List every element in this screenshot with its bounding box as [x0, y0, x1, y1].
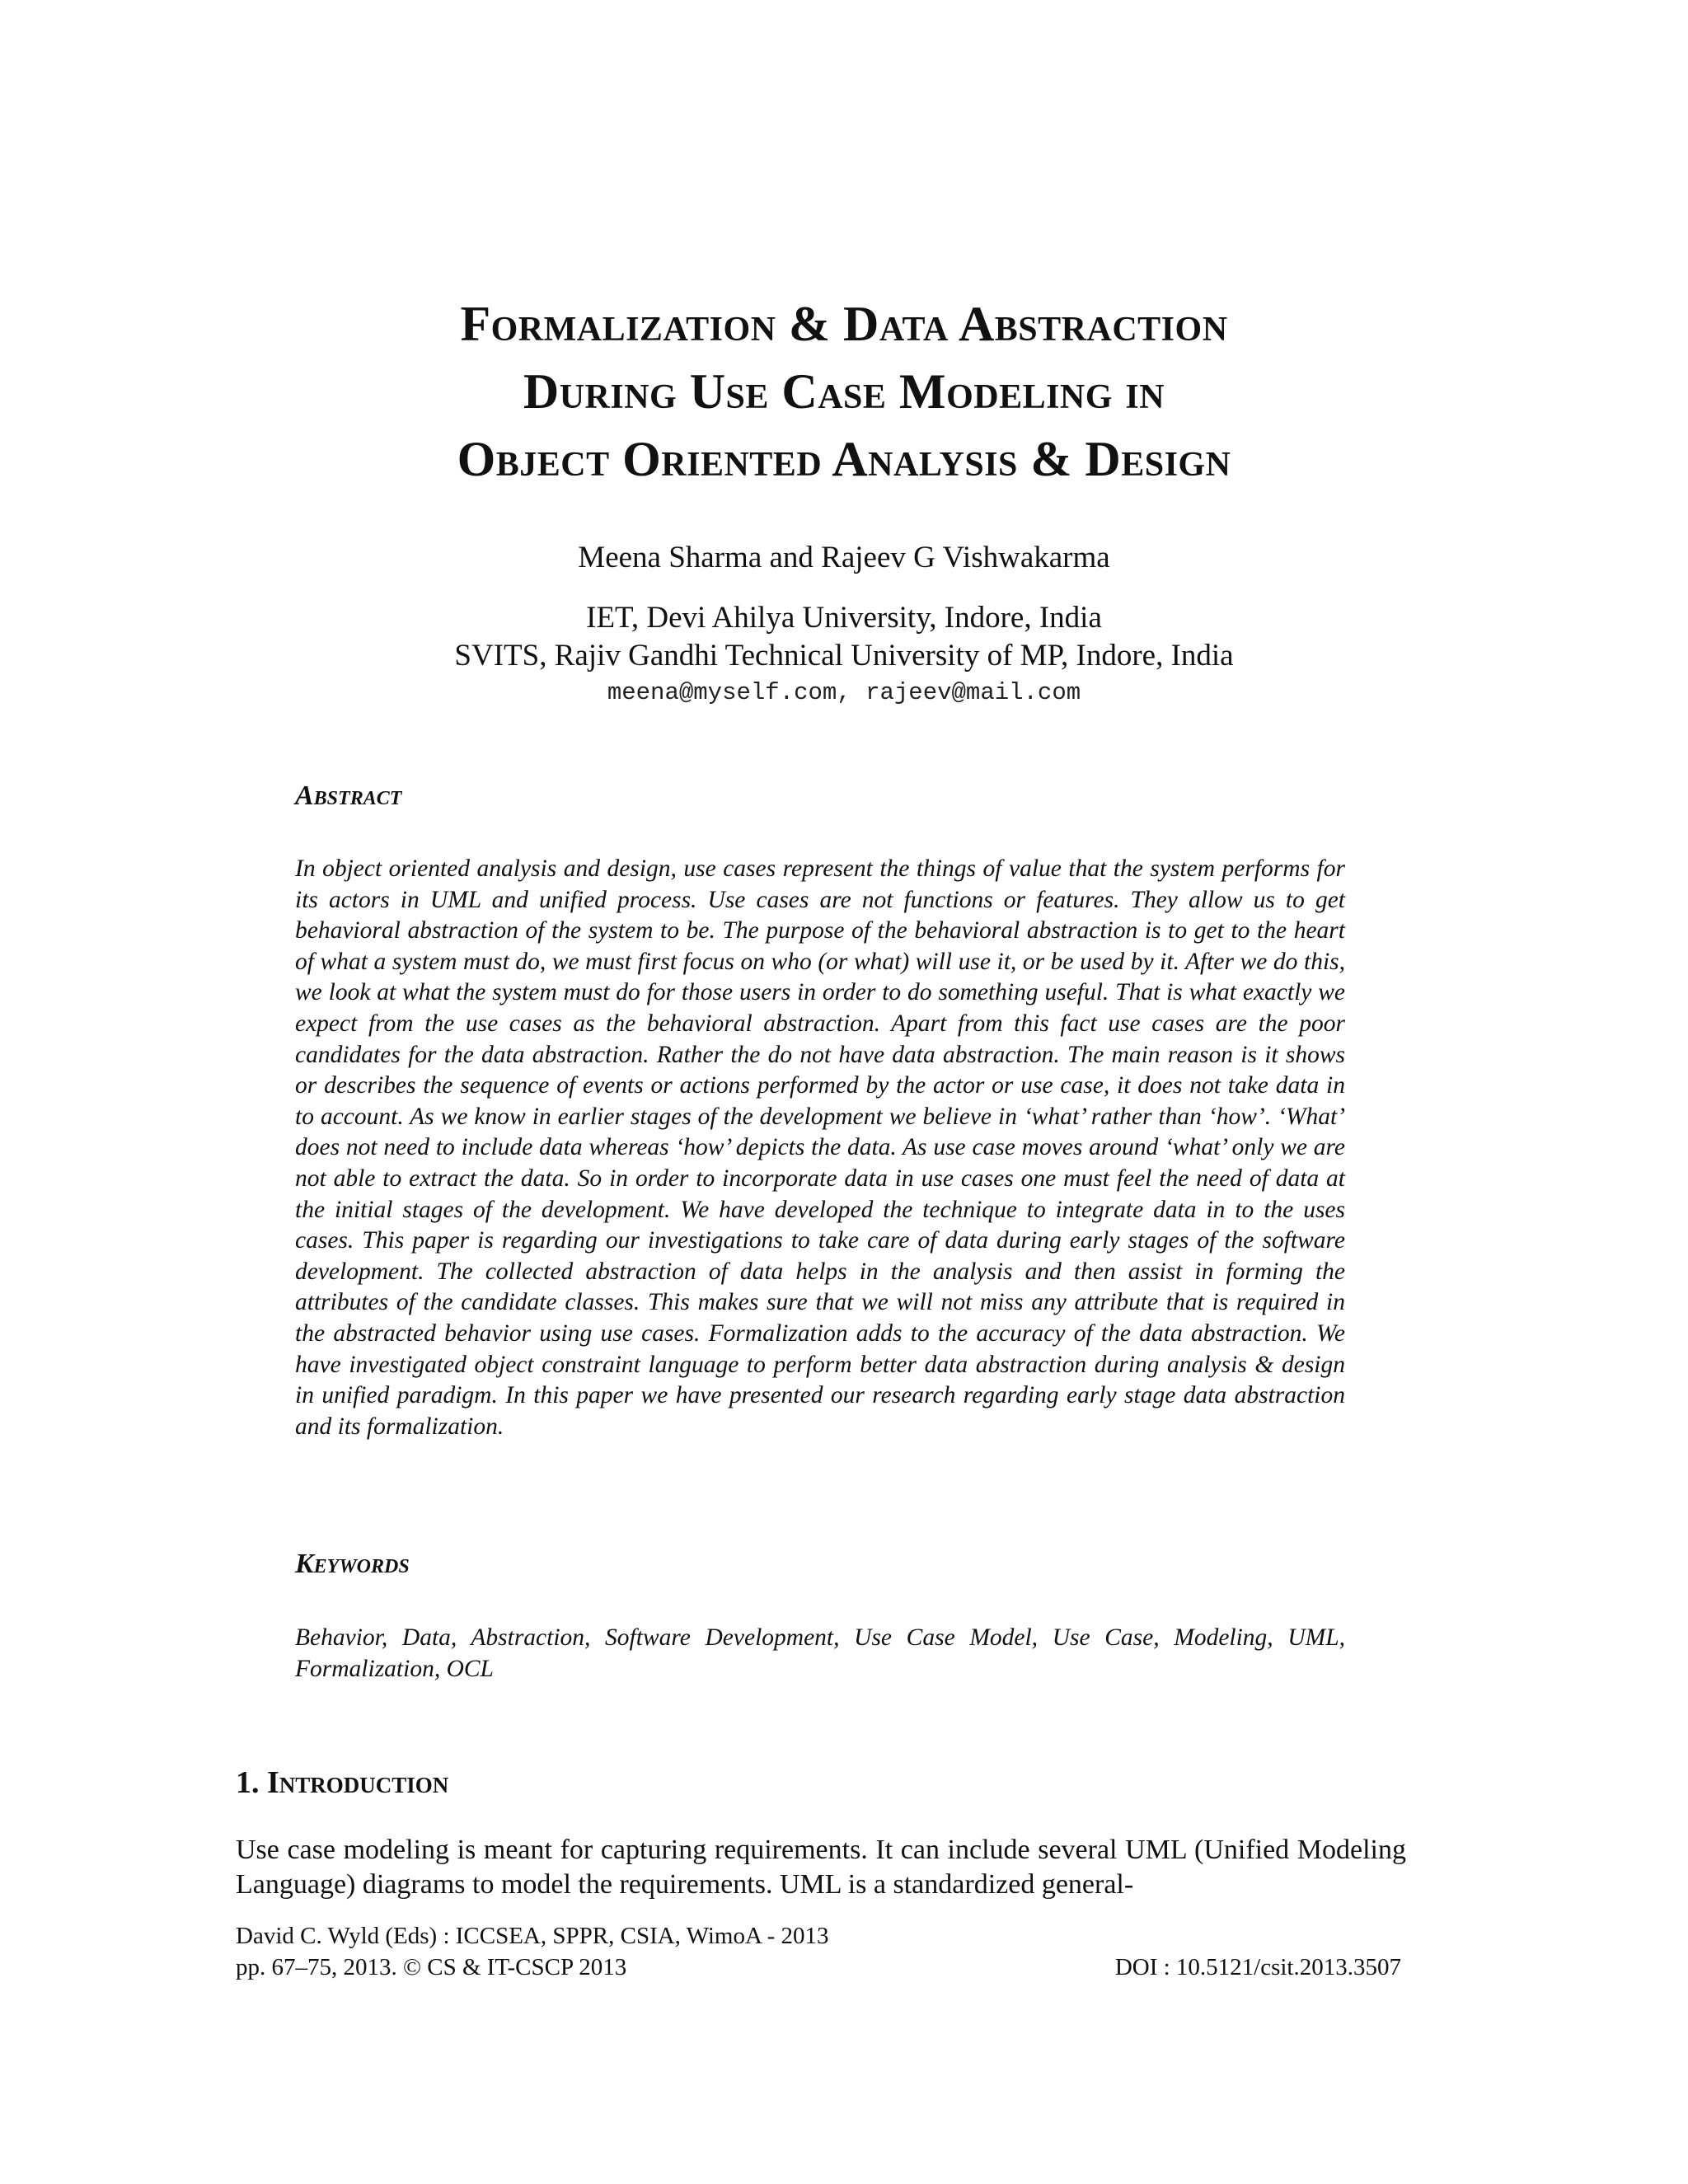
affiliations [247, 599, 1441, 675]
affiliation-1: IET, Devi Ahilya University, Indore, India [586, 601, 1102, 635]
authors: Meena Sharma and Rajeev G Vishwakarma [578, 541, 1110, 574]
introduction-body: Use case modeling is meant for capturing requirements. It can include several UML (Unified Modeling Language) diagrams to model the requirements. UML is a standardized general- [236, 1835, 1406, 1900]
title-line-3: Object Oriented Analysis & Design [457, 432, 1231, 486]
abstract-heading: Abstract [295, 780, 402, 811]
keywords-heading: Keywords [295, 1549, 410, 1579]
abstract-body: In object oriented analysis and design, use cases represent the things of value that the system performs for its actors in UML and unified process. Use cases are not functions or features. They allow us to get behavioral abstraction of the system to be. The purpose of the behavioral abstraction is to get to the heart of what a system must do, we must first focus on who (or what) will use it, or be used by it. After we do this, we look at what the system must do for those users in order to do something useful. That is what exactly we expect from the use cases as the behavioral abstraction. Apart from this fact use cases are the poor candidates for the data abstraction. Rather the do not have data abstraction. The main reason is it shows or describes the sequence of events or actions performed by the actor or use case, it does not take data in to account. As we know in earlier stages of the development we believe in ‘what’ rather than ‘how’. ‘What’ does not need to include data whereas ‘how’ depicts the data. As use case moves around ‘what’ only we are not able to extract the data. So in order to incorporate data in use cases one must feel the need of data at the initial stages of the development. We have developed the technique to integrate data in to the uses cases. This paper is regarding our investigations to take care of data during early stages of the software development. The collected abstraction of data helps in the analysis and then assist in forming the attributes of the candidate classes. This makes sure that we will not miss any attribute that is required in the abstracted behavior using use cases. Formalization adds to the accuracy of the data abstraction. We have investigated object constraint language to perform better data abstraction during analysis & design in unified paradigm. In this paper we have presented our research regarding early stage data abstraction and its formalization. [295, 855, 1345, 1440]
title-line-1: Formalization & Data Abstraction [460, 297, 1228, 351]
introduction-number: 1. [236, 1765, 267, 1800]
title-line-2: During Use Case Modeling in [523, 364, 1165, 419]
footer-doi: DOI : 10.5121/csit.2013.3507 [1114, 1954, 1401, 1980]
affiliation-2: SVITS, Rajiv Gandhi Technical University of MP, Indore, India [454, 639, 1234, 673]
paper-title [247, 290, 1441, 493]
introduction-heading [236, 1764, 448, 1802]
footer-citation [236, 1920, 828, 1983]
introduction-title: Introduction [267, 1765, 449, 1800]
footer-line-1: David C. Wyld (Eds) : ICCSEA, SPPR, CSIA, WimoA - 2013 [236, 1923, 829, 1949]
keywords-body: Behavior, Data, Abstraction, Software Development, Use Case Model, Use Case, Modeling, UML, Formalization, OCL [295, 1624, 1345, 1682]
author-emails: meena@myself.com, rajeev@mail.com [607, 679, 1081, 706]
footer-line-2: pp. 67–75, 2013. © CS & IT-CSCP 2013 [236, 1954, 627, 1980]
